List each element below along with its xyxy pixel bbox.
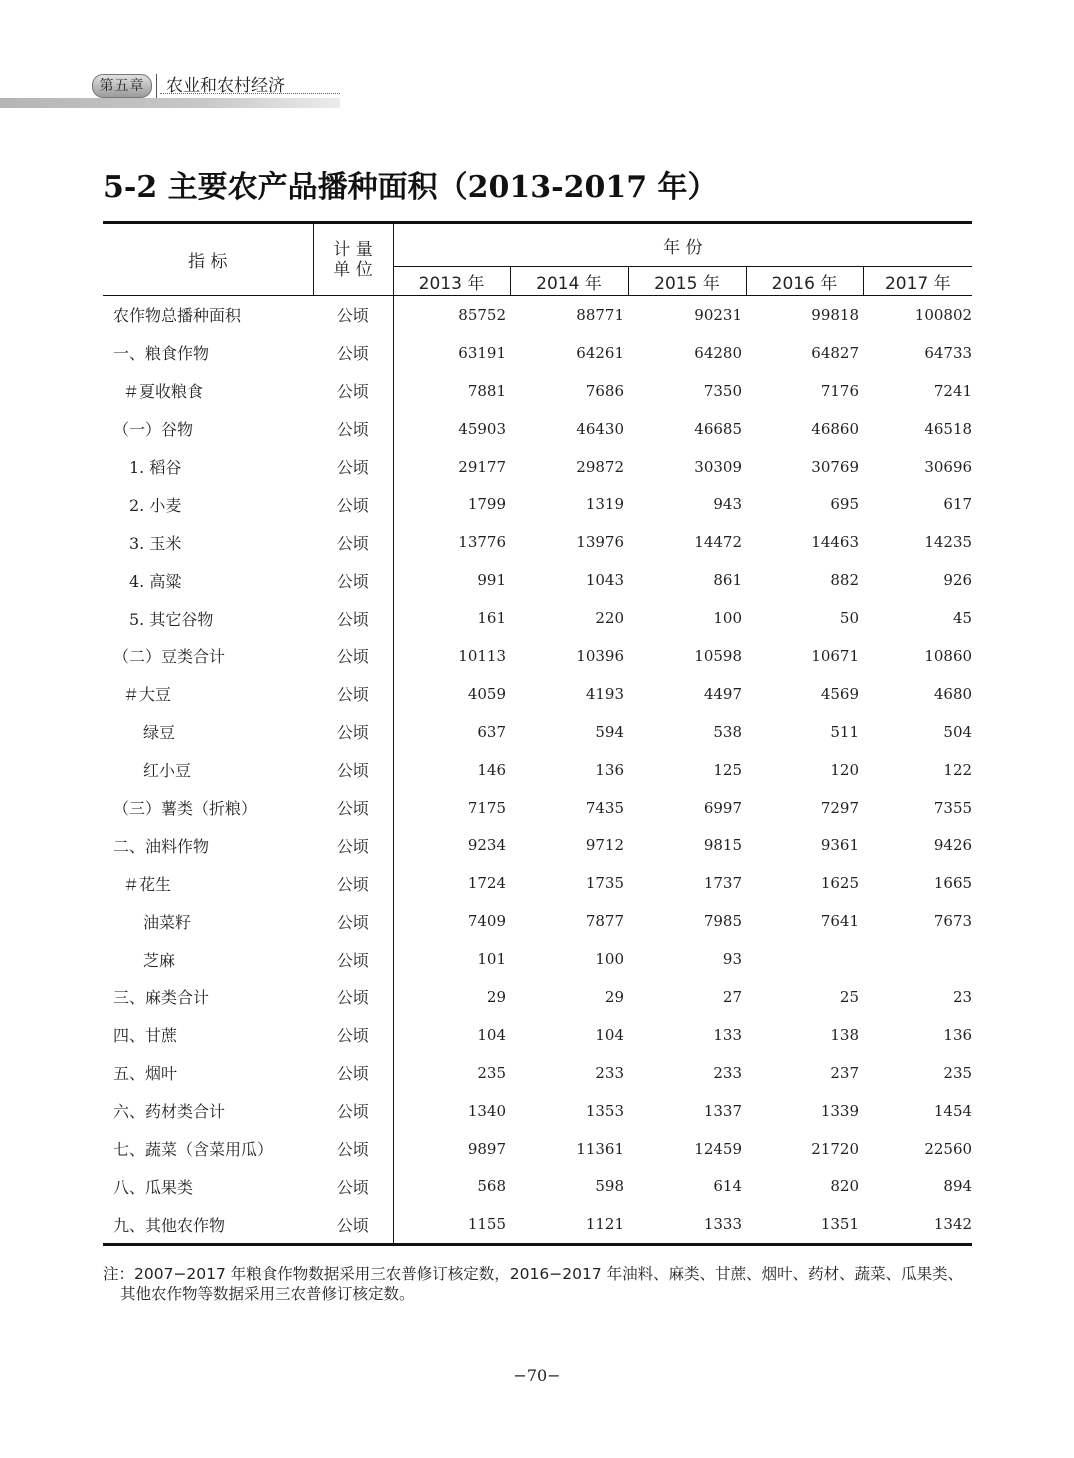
row-value-2: 7350 (703, 381, 742, 400)
row-value-2: 90231 (694, 305, 742, 324)
row-value-4: 22560 (924, 1139, 973, 1158)
row-value-4: 136 (943, 1025, 973, 1044)
header-unit (313, 223, 393, 296)
row-value-3: 99818 (811, 305, 859, 324)
note-line1: 注：2007−2017 年粮食作物数据采用三农普修订核定数，2016−2017 年油料、麻类、甘蔗、烟叶、药材、蔬菜、瓜果类、 (103, 1265, 964, 1283)
header-year-4: 2017 年 (863, 267, 972, 296)
row-indicator: 4. 高粱 (129, 571, 182, 591)
row-indicator: 九、其他农作物 (103, 1205, 313, 1244)
row-unit: 公顷 (313, 372, 393, 410)
row-value-2: 233 (713, 1063, 742, 1082)
row-value-1: 7435 (585, 798, 624, 817)
table-row (103, 410, 972, 448)
table-row (103, 599, 972, 637)
row-unit: 公顷 (313, 599, 393, 637)
table-row (103, 296, 972, 334)
row-unit: 公顷 (313, 334, 393, 372)
row-value-2: 614 (713, 1177, 742, 1196)
row-value-0: 637 (477, 722, 506, 741)
row-value-4: 235 (943, 1063, 973, 1082)
row-value-2: 4497 (703, 684, 742, 703)
table-row (103, 1167, 972, 1205)
row-value-4: 7673 (933, 912, 973, 931)
row-value-0: 235 (477, 1063, 506, 1082)
row-value-0: 101 (477, 950, 506, 969)
row-indicator: 3. 玉米 (129, 533, 182, 553)
row-value-4: 100802 (914, 305, 973, 324)
row-value-0: 7175 (467, 798, 506, 817)
row-value-1: 9712 (585, 836, 624, 855)
row-unit: 公顷 (313, 940, 393, 978)
row-value-1: 220 (595, 609, 624, 628)
row-value-0: 1799 (467, 495, 506, 514)
row-value-3: 138 (830, 1025, 859, 1044)
row-value-0: 568 (477, 1177, 506, 1196)
row-unit: 公顷 (313, 1092, 393, 1130)
row-value-0: 29 (486, 987, 506, 1006)
table-row (103, 713, 972, 751)
running-header (0, 62, 340, 110)
header-band (0, 98, 340, 108)
row-indicator: 1. 稻谷 (129, 458, 182, 477)
row-indicator: 红小豆 (143, 761, 192, 781)
row-value-0: 63191 (458, 343, 506, 362)
row-value-3: 46860 (811, 419, 859, 438)
table-row (103, 675, 972, 713)
row-value-0: 9234 (467, 836, 506, 855)
table-row (103, 372, 972, 410)
row-value-1: 233 (595, 1063, 624, 1082)
row-value-4: 926 (943, 571, 973, 590)
table-row (103, 523, 972, 561)
sown-area-table (103, 221, 972, 1246)
row-value-3: 882 (830, 571, 859, 590)
row-value-3: 1351 (746, 1205, 863, 1244)
row-indicator: （二）豆类合计 (113, 647, 226, 667)
row-indicator: ＃大豆 (123, 685, 172, 705)
data-table-container (103, 221, 972, 1246)
row-indicator: （一）谷物 (113, 420, 194, 440)
row-value-0: 991 (477, 571, 506, 590)
row-value-2: 46685 (694, 419, 742, 438)
table-row (103, 1205, 972, 1244)
row-value-2: 27 (722, 987, 742, 1006)
row-indicator: 三、麻类合计 (113, 988, 210, 1008)
row-value-3 (746, 940, 863, 978)
row-value-2: 943 (713, 495, 742, 514)
row-value-1: 104 (595, 1025, 624, 1044)
row-value-2: 12459 (694, 1139, 742, 1158)
row-unit: 公顷 (313, 751, 393, 789)
row-indicator: 5. 其它谷物 (129, 609, 214, 629)
row-value-0: 45903 (458, 419, 506, 438)
row-value-2: 6997 (703, 798, 742, 817)
row-value-0: 146 (477, 760, 506, 779)
row-value-4: 1665 (933, 874, 973, 893)
row-value-2: 125 (713, 760, 742, 779)
table-row (103, 448, 972, 486)
row-value-2: 10598 (694, 646, 742, 665)
row-unit: 公顷 (313, 296, 393, 334)
row-value-4: 617 (943, 495, 973, 514)
row-value-1: 13976 (576, 533, 624, 552)
row-value-1: 136 (595, 760, 624, 779)
table-row (103, 864, 972, 902)
row-value-1: 4193 (585, 684, 624, 703)
row-value-3: 30769 (811, 457, 859, 476)
row-value-3: 25 (839, 987, 859, 1006)
row-unit: 公顷 (313, 713, 393, 751)
row-indicator: 七、蔬菜（含菜用瓜） (113, 1140, 274, 1160)
row-value-3: 64827 (811, 343, 859, 362)
row-indicator: 油菜籽 (143, 912, 192, 932)
row-indicator: 五、烟叶 (113, 1064, 178, 1084)
row-value-3: 50 (839, 609, 859, 628)
row-value-3: 10671 (811, 646, 859, 665)
row-value-1: 7877 (585, 912, 624, 931)
row-value-1: 1121 (510, 1205, 628, 1244)
table-row (103, 1092, 972, 1130)
row-indicator: 2. 小麦 (129, 495, 182, 515)
row-value-1: 10396 (576, 646, 624, 665)
row-indicator: 绿豆 (143, 723, 176, 743)
row-value-3: 7297 (820, 798, 859, 817)
row-value-2: 100 (713, 609, 742, 628)
row-indicator: 四、甘蔗 (113, 1026, 178, 1046)
table-row (103, 978, 972, 1016)
row-value-1: 7686 (585, 381, 624, 400)
row-unit: 公顷 (313, 1054, 393, 1092)
row-value-3: 820 (830, 1177, 859, 1196)
row-value-2: 538 (713, 722, 742, 741)
row-value-3: 9361 (820, 836, 859, 855)
row-value-4: 894 (943, 1177, 973, 1196)
row-value-0: 4059 (467, 684, 506, 703)
row-indicator: ＃夏收粮食 (123, 382, 204, 402)
row-value-0: 104 (477, 1025, 506, 1044)
row-value-0: 1155 (393, 1205, 510, 1244)
note-line2: 其他农作物等数据采用三农普修订核定数。 (120, 1285, 415, 1303)
row-value-2: 30309 (694, 457, 742, 476)
row-value-0: 161 (477, 609, 506, 628)
row-unit: 公顷 (313, 485, 393, 523)
row-value-2: 64280 (694, 343, 742, 362)
row-value-2: 9815 (703, 836, 742, 855)
row-value-4: 504 (943, 722, 973, 741)
table-body (103, 296, 972, 1245)
row-value-1: 1319 (585, 495, 624, 514)
row-unit: 公顷 (313, 448, 393, 486)
row-value-0: 7409 (467, 912, 506, 931)
row-indicator: 八、瓜果类 (113, 1177, 194, 1197)
table-row (103, 637, 972, 675)
row-indicator: 一、粮食作物 (113, 344, 210, 364)
table-row (103, 789, 972, 827)
row-value-1: 29 (604, 987, 624, 1006)
row-value-1: 100 (595, 950, 624, 969)
row-indicator: ＃花生 (123, 874, 172, 894)
row-value-3: 1339 (820, 1101, 859, 1120)
row-unit: 公顷 (313, 902, 393, 940)
row-unit: 公顷 (313, 637, 393, 675)
row-value-4: 4680 (933, 684, 973, 703)
table-note (103, 1264, 983, 1304)
row-indicator: 六、药材类合计 (113, 1102, 226, 1122)
table-row (103, 1016, 972, 1054)
row-indicator: 芝麻 (143, 950, 176, 970)
row-indicator: 二、油料作物 (113, 836, 210, 856)
row-value-3: 7641 (820, 912, 859, 931)
page-title: 5-2 主要农产品播种面积（2013-2017 年） (103, 170, 718, 205)
row-unit: 公顷 (313, 1167, 393, 1205)
table-row (103, 485, 972, 523)
row-value-4: 9426 (933, 836, 973, 855)
row-value-3: 21720 (811, 1139, 859, 1158)
row-value-1: 64261 (576, 343, 624, 362)
row-value-4: 7355 (933, 798, 973, 817)
row-value-0: 1724 (467, 874, 506, 893)
row-value-0: 13776 (458, 533, 506, 552)
row-value-2: 93 (722, 950, 742, 969)
row-value-2: 133 (713, 1025, 742, 1044)
row-value-4: 64733 (924, 343, 973, 362)
row-value-4: 14235 (924, 533, 973, 552)
row-value-2: 1337 (703, 1101, 742, 1120)
row-value-0: 7881 (467, 381, 506, 400)
row-value-4: 1454 (933, 1101, 973, 1120)
row-unit: 公顷 (313, 978, 393, 1016)
row-value-1: 11361 (576, 1139, 624, 1158)
header-unit-line1: 计 量 (333, 239, 373, 260)
row-value-2: 1737 (703, 874, 742, 893)
row-value-2: 861 (713, 571, 742, 590)
page-number: −70− (513, 1366, 561, 1385)
chapter-badge: 第五章 (92, 74, 152, 98)
row-value-3: 1625 (820, 874, 859, 893)
row-value-4: 30696 (924, 457, 973, 476)
row-value-1: 598 (595, 1177, 624, 1196)
row-unit: 公顷 (313, 1130, 393, 1168)
header-year-2: 2015 年 (628, 267, 746, 296)
row-value-2: 1333 (628, 1205, 746, 1244)
row-value-1: 88771 (576, 305, 624, 324)
row-value-2: 7985 (703, 912, 742, 931)
row-value-4: 45 (952, 609, 973, 628)
table-row (103, 1054, 972, 1092)
row-unit: 公顷 (313, 410, 393, 448)
table-row (103, 1130, 972, 1168)
row-value-1: 594 (595, 722, 624, 741)
row-value-3: 4569 (820, 684, 859, 703)
row-value-4 (863, 940, 972, 978)
row-value-0: 1340 (467, 1101, 506, 1120)
header-indicator: 指 标 (103, 223, 313, 296)
row-indicator: （三）薯类（折粮） (113, 799, 258, 819)
row-unit: 公顷 (313, 675, 393, 713)
row-value-3: 120 (830, 760, 859, 779)
row-value-0: 9897 (467, 1139, 506, 1158)
table-row (103, 940, 972, 978)
row-unit: 公顷 (313, 864, 393, 902)
row-unit: 公顷 (313, 826, 393, 864)
table-row (103, 751, 972, 789)
chapter-title: 农业和农村经济 (166, 76, 285, 96)
row-value-4: 1342 (863, 1205, 972, 1244)
header-year-1: 2014 年 (510, 267, 628, 296)
header-unit-line2: 单 位 (333, 259, 373, 280)
table-row (103, 561, 972, 599)
row-value-4: 10860 (924, 646, 973, 665)
row-value-3: 237 (830, 1063, 859, 1082)
row-unit: 公顷 (313, 1016, 393, 1054)
header-year-3: 2016 年 (746, 267, 863, 296)
row-value-3: 7176 (820, 381, 859, 400)
row-value-3: 695 (830, 495, 859, 514)
row-value-1: 1735 (585, 874, 624, 893)
row-value-2: 14472 (694, 533, 742, 552)
row-value-3: 511 (830, 722, 859, 741)
row-unit: 公顷 (313, 1205, 393, 1244)
row-unit: 公顷 (313, 789, 393, 827)
table-header (103, 223, 972, 296)
table-row (103, 902, 972, 940)
table-row (103, 334, 972, 372)
row-value-1: 1353 (585, 1101, 624, 1120)
row-value-0: 29177 (458, 457, 506, 476)
row-value-3: 14463 (811, 533, 859, 552)
row-indicator: 农作物总播种面积 (113, 306, 242, 326)
row-unit: 公顷 (313, 561, 393, 599)
table-row (103, 826, 972, 864)
row-value-1: 1043 (585, 571, 624, 590)
header-year-0: 2013 年 (393, 267, 510, 296)
row-value-1: 46430 (576, 419, 624, 438)
row-value-4: 122 (943, 760, 973, 779)
row-value-0: 10113 (458, 646, 506, 665)
row-value-0: 85752 (458, 305, 506, 324)
header-year-group: 年 份 (393, 223, 972, 267)
row-value-4: 46518 (924, 419, 973, 438)
row-unit: 公顷 (313, 523, 393, 561)
row-value-1: 29872 (576, 457, 624, 476)
chapter-separator (156, 74, 157, 98)
row-value-4: 23 (952, 987, 973, 1006)
row-value-4: 7241 (933, 381, 973, 400)
